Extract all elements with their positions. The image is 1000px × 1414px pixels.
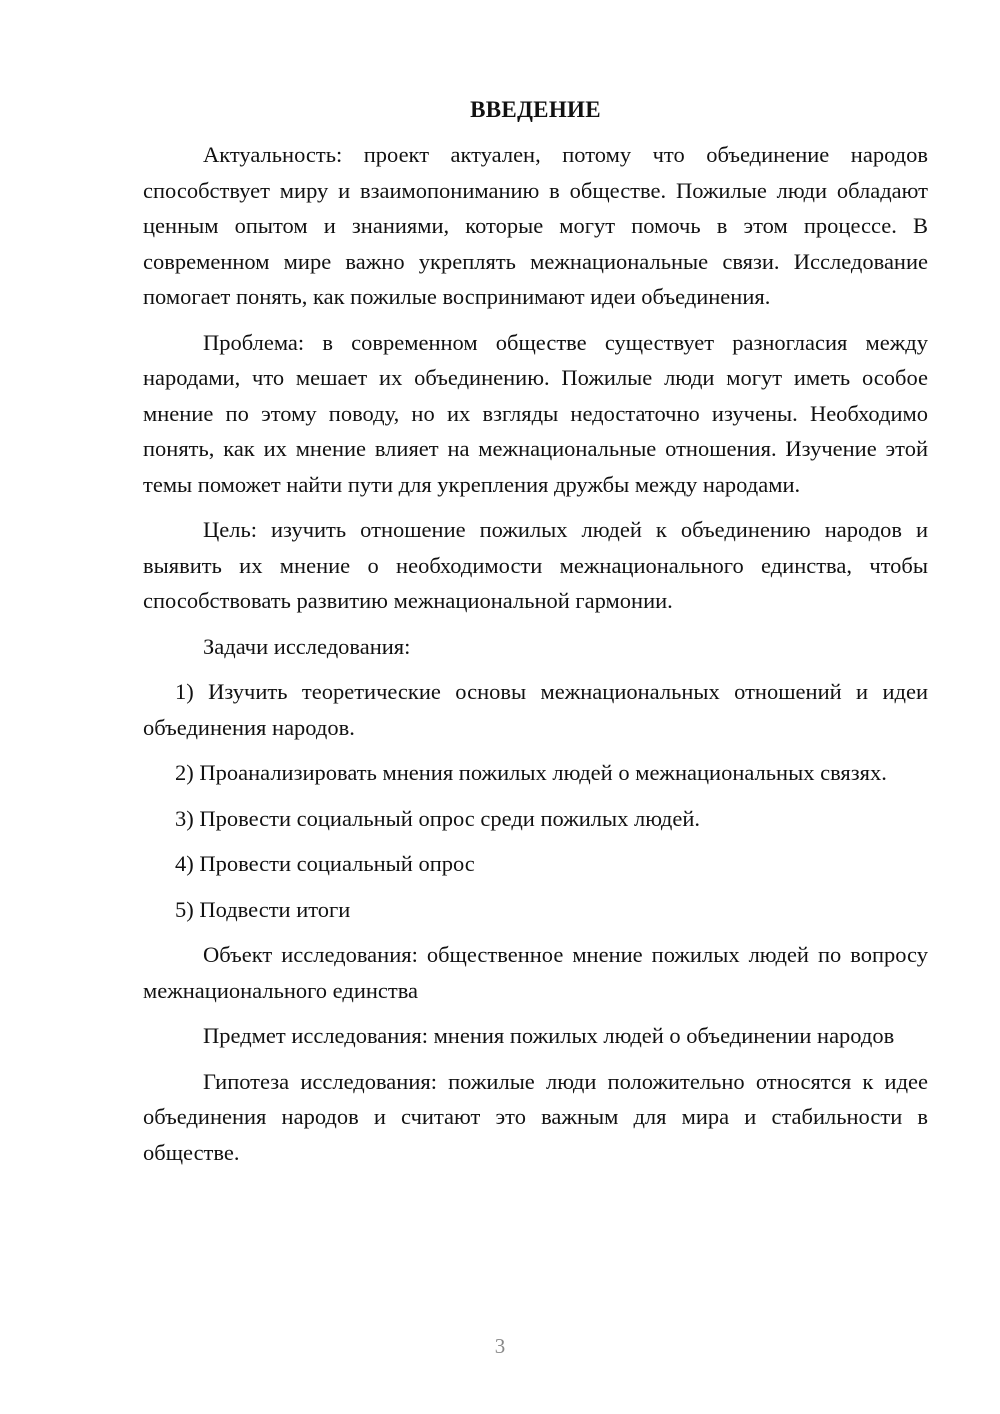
task-item-2: 2) Проанализировать мнения пожилых людей о межнациональных связях.: [175, 760, 887, 785]
object-paragraph: Объект исследования: общественное мнение пожилых людей по вопросу межнационального единства: [143, 942, 928, 1003]
problem-paragraph: Проблема: в современном обществе существует разногласия между народами, что мешает их объединению. Пожилые люди могут иметь особое мнение по этому поводу, но их взгляды недостаточно изучены. Необходимо понять, как их мнение влияет на межнациональные отношения. Изучение этой темы поможет найти пути для укрепления дружбы между народами.: [143, 329, 928, 497]
subject-paragraph: Предмет исследования: мнения пожилых людей о объединении народов: [203, 1023, 895, 1048]
document-page: [143, 95, 928, 1180]
goal-paragraph: Цель: изучить отношение пожилых людей к объединению народов и выявить их мнение о необходимости межнационального единства, чтобы способствовать развитию межнациональной гармонии.: [143, 517, 928, 613]
task-item-3: 3) Провести социальный опрос среди пожилых людей.: [175, 805, 700, 831]
document-title: ВВЕДЕНИЕ: [470, 97, 601, 122]
hypothesis-paragraph: Гипотеза исследования: пожилые люди положительно относятся к идее объединения народов и считают это важным для мира и стабильности в обществе.: [143, 1068, 928, 1165]
task-item-4: 4) Провести социальный опрос: [175, 851, 475, 876]
relevance-paragraph: Актуальность: проект актуален, потому что объединение народов способствует миру и взаимопониманию в обществе. Пожилые люди обладают ценным опытом и знаниями, которые могут помочь в этом процессе. В современном мире важно укреплять межнациональные связи. Исследование помогает понять, как пожилые воспринимают идеи объединения.: [143, 142, 928, 309]
tasks-heading: Задачи исследования:: [203, 633, 411, 659]
task-item-5: 5) Подвести итоги: [175, 896, 351, 922]
page-number: 3: [494, 1334, 506, 1358]
task-item-1: 1) Изучить теоретические основы межнациональных отношений и идеи объединения народов.: [143, 679, 928, 740]
